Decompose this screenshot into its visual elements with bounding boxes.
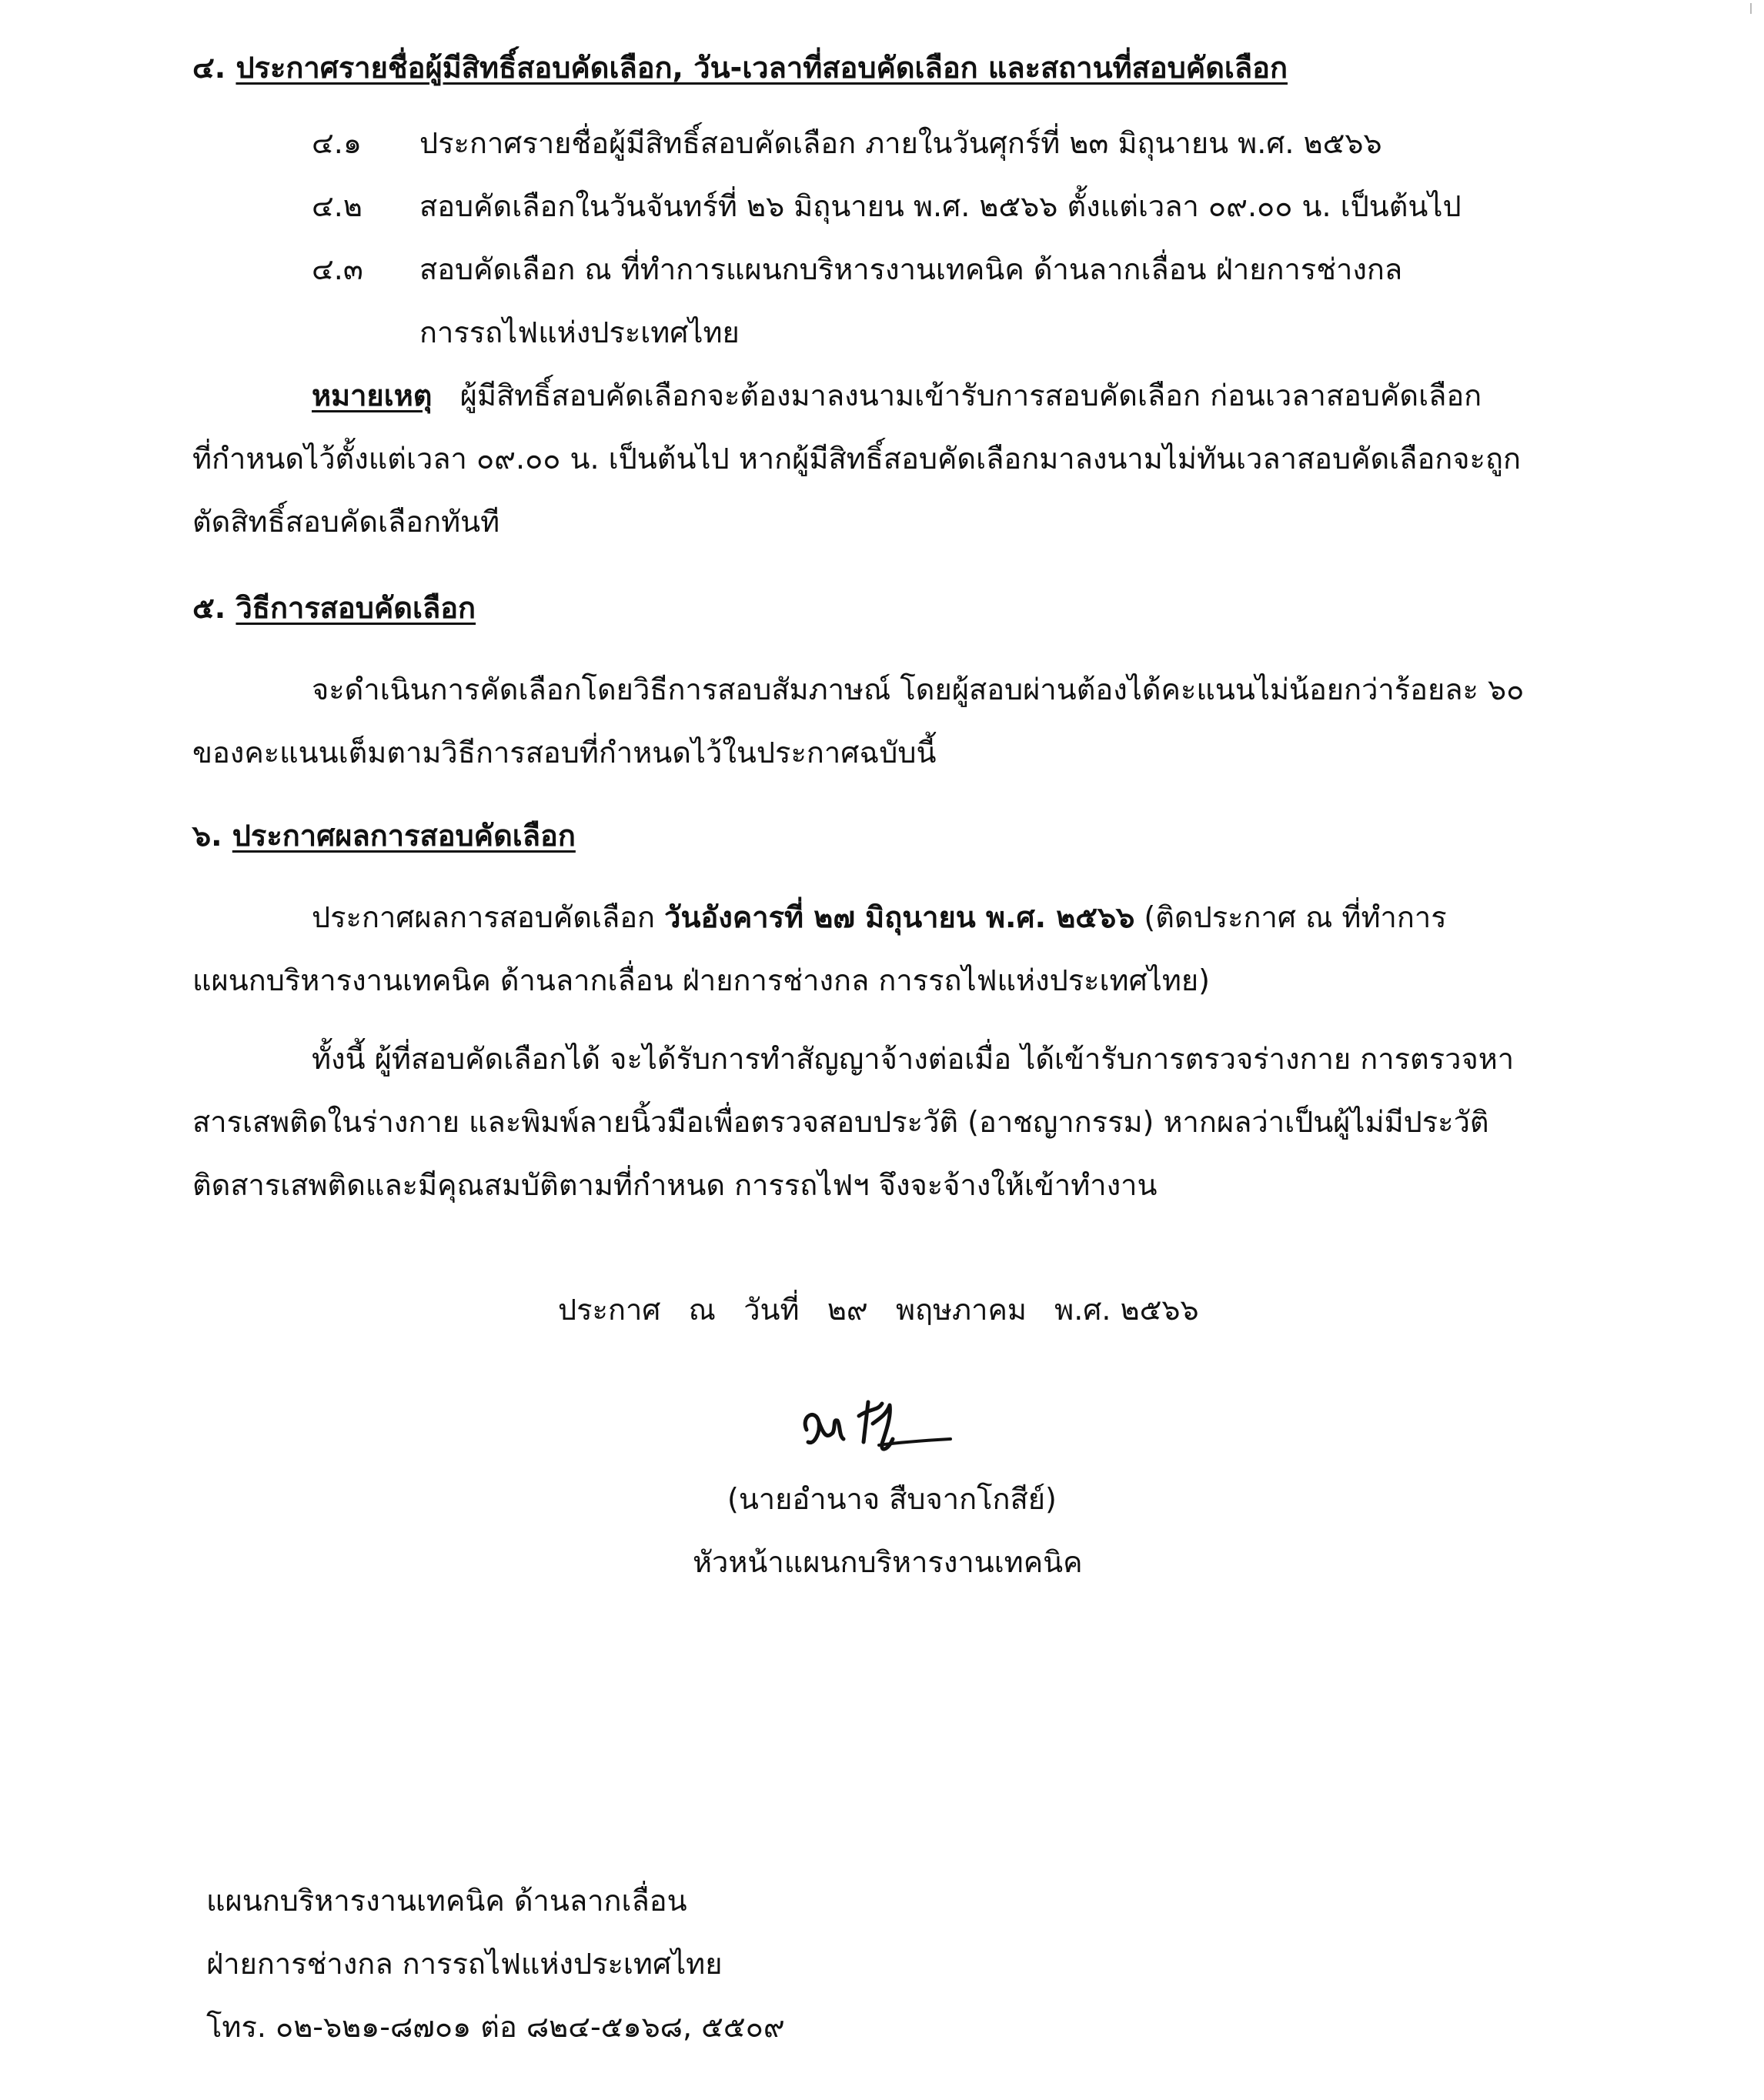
- section6-heading-text: ประกาศผลการสอบคัดเลือก: [232, 819, 576, 853]
- item-4-2-num: ๔.๒: [312, 189, 362, 223]
- section6-para2-line3: ติดสารเสพติดและมีคุณสมบัติตามที่กำหนด การรถไฟฯ จึงจะจ้างให้เข้าทำงาน: [192, 1168, 1158, 1202]
- section5-heading: [192, 588, 476, 628]
- section6-heading-num: ๖.: [192, 819, 222, 853]
- result-suffix: (ติดประกาศ ณ ที่ทำการ: [1144, 900, 1447, 934]
- section6-para2-line2: สารเสพติดในร่างกาย และพิมพ์ลายนิ้วมือเพื่อตรวจสอบประวัติ (อาชญากรรม) หากผลว่าเป็นผู้ไม่มีประวัติ: [192, 1105, 1489, 1139]
- section5-heading-num: ๕.: [192, 591, 226, 625]
- result-date: วันอังคารที่ ๒๗ มิถุนายน พ.ศ. ๒๕๖๖: [664, 900, 1135, 934]
- announce-year: พ.ศ. ๒๕๖๖: [1054, 1293, 1199, 1327]
- announce-day: ๒๙: [827, 1293, 868, 1327]
- section6-para2-line1: ทั้งนี้ ผู้ที่สอบคัดเลือกได้ จะได้รับการทำสัญญาจ้างต่อเมื่อ ได้เข้ารับการตรวจร่างกาย การตรวจหา: [312, 1042, 1515, 1076]
- item-4-1-text: ประกาศรายชื่อผู้มีสิทธิ์สอบคัดเลือก ภายในวันศุกร์ที่ ๒๓ มิถุนายน พ.ศ. ๒๕๖๖: [419, 126, 1382, 160]
- item-4-2-text: สอบคัดเลือกในวันจันทร์ที่ ๒๖ มิถุนายน พ.ศ. ๒๕๖๖ ตั้งแต่เวลา ๐๙.๐๐ น. เป็นต้นไป: [419, 189, 1462, 223]
- section6-para1-line1: [312, 897, 1447, 937]
- section6-heading: [192, 816, 576, 856]
- announce-at: ณ: [688, 1293, 716, 1327]
- scan-mark: [1750, 3, 1759, 14]
- announce-label: ประกาศ: [558, 1293, 661, 1327]
- item-4-1-num: ๔.๑: [312, 126, 362, 160]
- section5-para-2: ของคะแนนเต็มตามวิธีการสอบที่กำหนดไว้ในประกาศฉบับนี้: [192, 736, 937, 770]
- note-label: หมายเหตุ: [312, 379, 433, 412]
- item-4-3-text: สอบคัดเลือก ณ ที่ทำการแผนกบริหารงานเทคนิค ด้านลากเลื่อน ฝ่ายการช่างกล: [419, 252, 1403, 286]
- announce-date: [558, 1290, 1199, 1330]
- footer-division: ฝ่ายการช่างกล การรถไฟแห่งประเทศไทย: [206, 1947, 723, 1981]
- note-text-1: ผู้มีสิทธิ์สอบคัดเลือกจะต้องมาลงนามเข้ารับการสอบคัดเลือก ก่อนเวลาสอบคัดเลือก: [459, 379, 1482, 412]
- note-line-1: [312, 376, 1482, 416]
- footer-department: แผนกบริหารงานเทคนิค ด้านลากเลื่อน: [206, 1884, 687, 1918]
- section5-heading-text: วิธีการสอบคัดเลือก: [236, 591, 476, 625]
- section4-heading-num: ๔.: [192, 51, 226, 85]
- item-4-3-text-cont: การรถไฟแห่งประเทศไทย: [419, 316, 740, 349]
- section6-para1-line2: แผนกบริหารงานเทคนิค ด้านลากเลื่อน ฝ่ายการช่างกล การรถไฟแห่งประเทศไทย): [192, 963, 1210, 997]
- signer-position: หัวหน้าแผนกบริหารงานเทคนิค: [693, 1545, 1083, 1579]
- section5-para-1: จะดำเนินการคัดเลือกโดยวิธีการสอบสัมภาษณ์ โดยผู้สอบผ่านต้องได้คะแนนไม่น้อยกว่าร้อยละ ๖๐: [312, 673, 1525, 706]
- signer-name: (นายอำนาจ สืบจากโกสีย์): [727, 1482, 1057, 1516]
- result-prefix: ประกาศผลการสอบคัดเลือก: [312, 900, 656, 934]
- section4-heading-text: ประกาศรายชื่อผู้มีสิทธิ์สอบคัดเลือก, วัน-เวลาที่สอบคัดเลือก และสถานที่สอบคัดเลือก: [236, 51, 1288, 85]
- note-line-2: ที่กำหนดไว้ตั้งแต่เวลา ๐๙.๐๐ น. เป็นต้นไป หากผู้มีสิทธิ์สอบคัดเลือกมาลงนามไม่ทันเวลาสอบคัดเลือกจะถูก: [192, 442, 1521, 476]
- item-4-3-num: ๔.๓: [312, 252, 363, 286]
- announce-date-label: วันที่: [743, 1293, 800, 1327]
- note-line-3: ตัดสิทธิ์สอบคัดเลือกทันที: [192, 505, 500, 539]
- announce-month: พฤษภาคม: [895, 1293, 1027, 1327]
- footer-phone: โทร. ๐๒-๖๒๑-๘๗๐๑ ต่อ ๘๒๔-๕๑๖๘, ๕๕๐๙: [206, 2010, 785, 2044]
- signature: [793, 1385, 962, 1470]
- section4-heading: [192, 48, 1288, 88]
